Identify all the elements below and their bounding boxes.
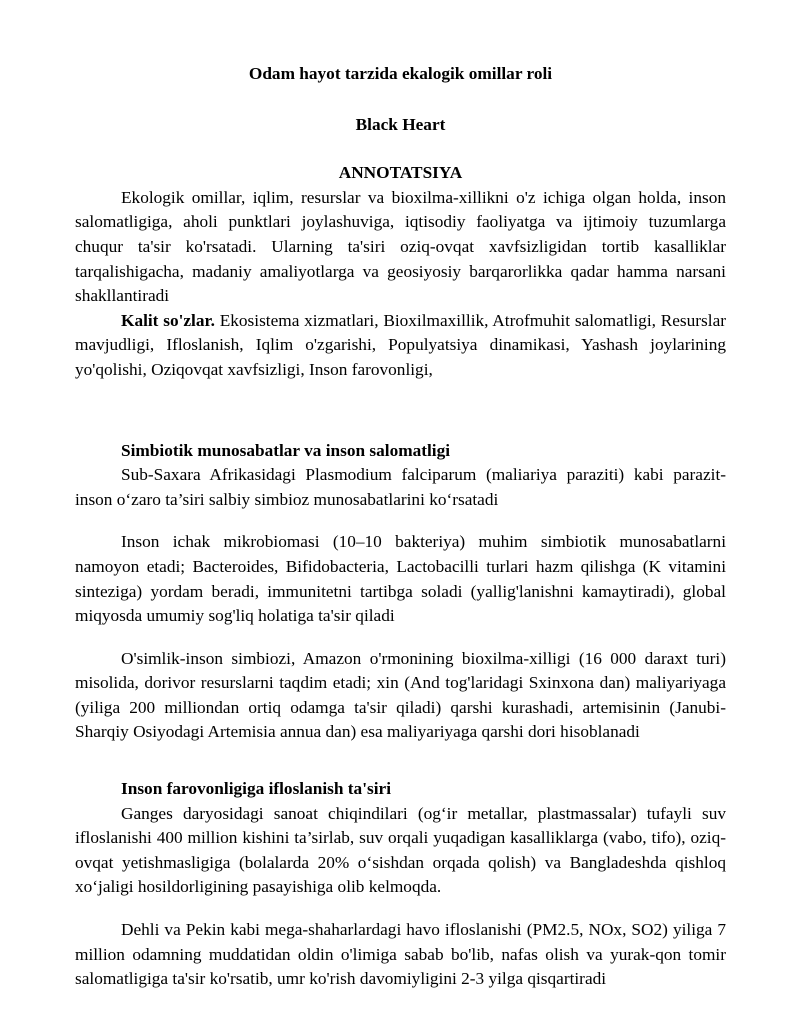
spacer [75, 512, 726, 530]
spacer [75, 629, 726, 647]
section-paragraph: Inson ichak mikrobiomasi (10–10 bakteriya) muhim simbiotik munosabatlarni namoyon etadi; Bacteroides, Bifidobacteria, Lactobacilli turlari hazm qilishga (K vitamini sinteziga) yordam beradi, immunitetni tartibga soladi (yallig'lanishni kamaytiradi), global miqyosda umumiy sog'liq holatiga ta'sir qiladi [75, 532, 726, 626]
section-heading: Simbiotik munosabatlar va inson salomatligi [121, 440, 451, 460]
section-paragraph: Dehli va Pekin kabi mega-shaharlardagi havo ifloslanishi (PM2.5, NOx, SO2) yiliga 7 million odamning muddatidan oldin o'limiga sabab bo'lib, nafas olish va yurak-qon tomir salomatligiga ta'sir ko'rsatib, umr ko'rish davomiyligini 2-3 yilga qisqartiradi [75, 920, 726, 989]
keywords-label: Kalit so'zlar. [121, 310, 215, 330]
spacer [75, 383, 726, 439]
paper-author: Black Heart [355, 114, 446, 134]
keywords-text: Ekosistema xizmatlari, Bioxilmaxillik, Atrofmuhit salomatligi, Resurslar mavjudligi, Ifloslanish, Iqlim o'zgarishi, Populyatsiya dinamikasi, Yashash joylarining yo'qolishi, Oziqovqat xavfsizligi, Inson farovonligi, [75, 310, 726, 379]
spacer [75, 745, 726, 777]
keywords-paragraph [75, 309, 726, 383]
annotation-heading: ANNOTATSIYA [338, 163, 463, 183]
section-heading: Inson farovonligiga ifloslanish ta'siri [121, 779, 391, 799]
section-paragraph: Sub-Saxara Afrikasidagi Plasmodium falciparum (maliariya paraziti) kabi parazit-inson o‘zaro ta’siri salbiy simbioz munosabatlarini ko‘rsatadi [75, 465, 726, 509]
section-paragraph: O'simlik-inson simbiozi, Amazon o'rmonining bioxilma-xilligi (16 000 daraxt turi) misolida, dorivor resurslarni taqdim etadi; xin (And tog'laridagi Sxinxona dan) maliyariyaga (yiliga 200 milliondan ortiq odamga ta'sir qiladi) qarshi kurashadi, artemisinin (Janubi-Sharqiy Osiyodagi Artemisia annua dan) esa maliyariyaga qarshi dori hisoblanadi [75, 648, 726, 742]
section-paragraph: Ganges daryosidagi sanoat chiqindilari (og‘ir metallar, plastmassalar) tufayli suv ifloslanishi 400 million kishini ta’sirlab, suv orqali yuqadigan kasalliklarga (vabo, tifo), oziq-ovqat yetishmasligiga (bolalarda 20% o‘sishdan orqada qolish) va Bangladeshda qishloq xo‘jaligi hosildorligining pasayishiga olib kelmoqda. [75, 803, 726, 897]
paper-title: Odam hayot tarzida ekalogik omillar roli [248, 64, 553, 83]
spacer [75, 900, 726, 918]
annotation-text: Ekologik omillar, iqlim, resurslar va bioxilma-xillikni o'z ichiga olgan holda, inson salomatligiga, aholi punktlari joylashuviga, iqtisodiy faoliyatga va ijtimoiy tuzumlarga chuqur ta'sir ko'rsatadi. Ularning ta'siri oziq-ovqat xavfsizligidan tortib kasalliklar tarqalishigacha, madaniy amaliyotlarga va geosiyosiy barqarorlikka qadar hamma narsani shakllantiradi [75, 187, 726, 306]
document-page [75, 62, 726, 992]
